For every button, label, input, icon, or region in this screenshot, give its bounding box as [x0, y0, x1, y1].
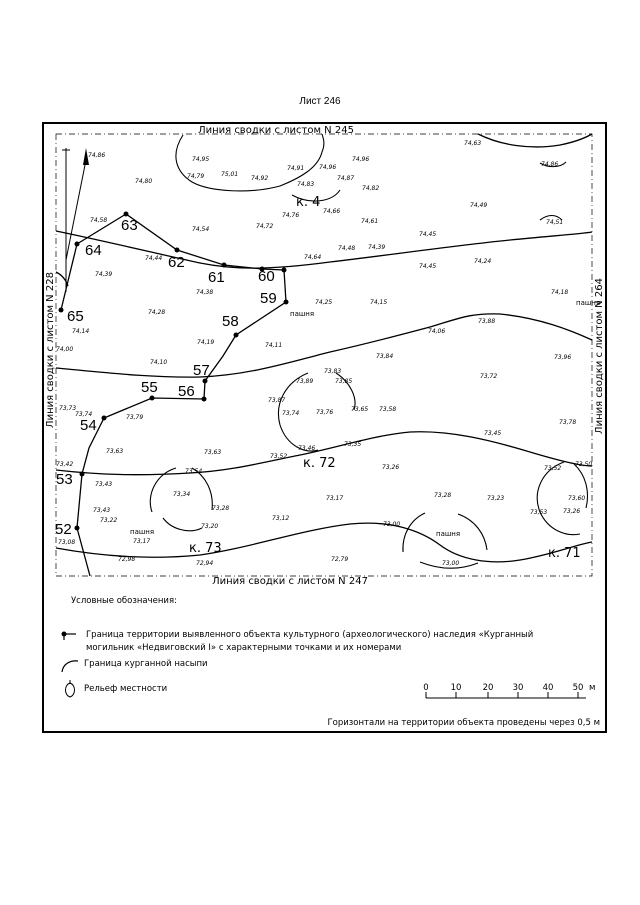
elevation-mark: 73,20: [201, 523, 219, 530]
point-number: 54: [80, 417, 97, 434]
elevation-mark: 74,15: [370, 299, 388, 306]
elevation-mark: 73,17: [326, 495, 344, 502]
legend-boundary-text-1: Граница территории выявленного объекта культурного (археологического) наследия «Курганный: [86, 630, 534, 640]
elevation-mark: 74,48: [338, 245, 356, 252]
elevation-mark: 72,79: [331, 556, 349, 563]
field-label: пашня: [290, 310, 315, 318]
elevation-mark: 74,86: [541, 161, 559, 168]
legend: [62, 596, 601, 728]
elevation-mark: 73,83: [324, 368, 342, 375]
elevation-mark: 73,79: [126, 414, 144, 421]
elevation-mark: 73,63: [106, 448, 124, 455]
point-number: 64: [85, 242, 102, 259]
elevation-mark: 74,10: [150, 359, 168, 366]
elevation-mark: 74,06: [428, 328, 446, 335]
elevation-mark: 73,52: [270, 453, 288, 460]
mound-label-k4: к. 4: [296, 195, 321, 210]
elevation-mark: 74,18: [551, 289, 569, 296]
mound-arc: [403, 513, 425, 552]
elevation-mark: 74,54: [192, 226, 210, 233]
field-label: пашня: [576, 299, 601, 307]
elevation-mark: 73,22: [100, 517, 118, 524]
elevation-mark: 74,19: [197, 339, 215, 346]
legend-mound-text: Граница курганной насыпи: [84, 659, 208, 669]
elevation-mark: 74,86: [88, 152, 106, 159]
elevation-mark: 74,95: [192, 156, 210, 163]
point-number: 62: [168, 254, 185, 271]
elevation-mark: 73,58: [379, 406, 397, 413]
elevation-mark: 74,76: [282, 212, 300, 219]
elevation-mark: 74,64: [304, 254, 322, 261]
mound-label-k71: к. 71: [548, 546, 581, 561]
elevation-mark: 73,35: [344, 441, 362, 448]
sheet-title: Лист 246: [299, 96, 341, 107]
label-bottom-sheet: Линия сводки с листом N 247: [212, 576, 368, 587]
contour-lines: [56, 134, 592, 562]
point-number: 56: [178, 383, 195, 400]
field-label: пашня: [436, 530, 461, 538]
field-label: пашня: [130, 528, 155, 536]
elevation-mark: 73,34: [173, 491, 191, 498]
elevation-mark: 73,65: [351, 406, 369, 413]
elevation-mark: 74,45: [419, 231, 437, 238]
elevation-mark: 75,01: [221, 171, 239, 178]
elevation-mark: 73,60: [568, 495, 586, 502]
elevation-mark: 73,26: [382, 464, 400, 471]
elevation-mark: 74,87: [337, 175, 355, 182]
elevation-mark: 73,85: [335, 378, 353, 385]
label-left-sheet: Линия сводки с листом N 228: [45, 272, 56, 428]
elevation-mark: 73,28: [212, 505, 230, 512]
elevation-mark: 74,51: [546, 219, 564, 226]
elevation-mark: 73,00: [383, 521, 401, 528]
elevation-mark: 74,80: [135, 178, 153, 185]
elevation-mark: 74,91: [287, 165, 305, 172]
elevation-mark: 74,24: [474, 258, 492, 265]
point-number: 59: [260, 290, 277, 307]
mound-label-k73: к. 73: [189, 541, 222, 556]
scale-bar: [423, 683, 595, 698]
mound-arc: [163, 518, 202, 531]
point-number: 52: [55, 521, 72, 538]
elevation-mark: 74,49: [470, 202, 488, 209]
elevation-mark: 73,96: [554, 354, 572, 361]
elevation-mark: 73,50: [575, 461, 593, 468]
legend-boundary-text-2: могильник «Недвиговский I» с характерными точками и их номерами: [86, 643, 402, 653]
elevation-mark: 72,94: [196, 560, 214, 567]
elevation-mark: 73,26: [563, 508, 581, 515]
contour-interval-note: Горизонтали на территории объекта проведены через 0,5 м: [327, 718, 600, 728]
contour-line: [478, 134, 592, 147]
elevation-mark: 74,45: [419, 263, 437, 270]
elevation-mark: 74,25: [315, 299, 333, 306]
legend-boundary-symbol-icon: [62, 632, 77, 641]
elevation-mark: 74,66: [323, 208, 341, 215]
legend-relief-text: Рельеф местности: [84, 684, 168, 694]
mound-arc: [458, 514, 487, 550]
scale-tick-label: 40: [542, 683, 554, 693]
elevation-mark: 73,87: [268, 397, 286, 404]
elevation-mark: 74,44: [145, 255, 163, 262]
elevation-mark: 74,39: [95, 271, 113, 278]
elevation-mark: 74,82: [362, 185, 380, 192]
elevation-mark: 74,58: [90, 217, 108, 224]
scale-tick-label: 10: [450, 683, 462, 693]
elevation-mark: 74,00: [56, 346, 74, 353]
north-arrow-icon: [62, 148, 89, 292]
elevation-mark: 74,11: [265, 342, 283, 349]
label-right-sheet: Линия сводки с листом N 264: [594, 278, 605, 434]
elevation-mark: 74,79: [187, 173, 205, 180]
point-number: 63: [121, 217, 138, 234]
elevation-mark: 73,17: [133, 538, 151, 545]
elevation-mark: 73,63: [204, 449, 222, 456]
elevation-mark: 73,89: [296, 378, 314, 385]
point-number: 58: [222, 313, 239, 330]
legend-title: Условные обозначения:: [71, 596, 177, 606]
elevation-mark: 73,23: [487, 495, 505, 502]
elevation-mark: 73,84: [376, 353, 394, 360]
scale-tick-label: 30: [512, 683, 524, 693]
elevation-mark: 74,83: [297, 181, 315, 188]
point-number: 65: [67, 308, 84, 325]
elevation-mark: 74,28: [148, 309, 166, 316]
elevation-mark: 74,61: [361, 218, 379, 225]
point-number: 55: [141, 379, 158, 396]
point-number: 61: [208, 269, 225, 286]
elevation-mark: 73,43: [95, 481, 113, 488]
elevation-mark: 73,42: [56, 461, 74, 468]
elevation-mark: 73,46: [298, 445, 316, 452]
mound-label-k72: к. 72: [303, 456, 336, 471]
scale-tick-label: 50: [572, 683, 584, 693]
elevation-mark: 72,98: [118, 556, 136, 563]
elevation-mark: 74,38: [196, 289, 214, 296]
mound-boundaries: [150, 134, 587, 568]
elevation-mark: 73,12: [272, 515, 290, 522]
elevation-mark: 73,78: [559, 419, 577, 426]
elevation-mark: 74,96: [319, 164, 337, 171]
elevation-mark: 73,76: [316, 409, 334, 416]
label-top-sheet: Линия сводки с листом N 245: [198, 125, 354, 136]
scale-tick-label: 20: [482, 683, 494, 693]
elevation-mark: 73,54: [185, 468, 203, 475]
contour-line: [56, 231, 592, 268]
point-number: 57: [193, 362, 210, 379]
elevation-mark: 74,92: [251, 175, 269, 182]
elevation-mark: 73,28: [434, 492, 452, 499]
elevation-mark: 73,74: [282, 410, 300, 417]
elevation-mark: 74,96: [352, 156, 370, 163]
elevation-mark: 73,08: [58, 539, 76, 546]
point-number: 53: [56, 471, 73, 488]
elevation-mark: 73,74: [75, 411, 93, 418]
elevation-mark: 74,63: [464, 140, 482, 147]
elevation-mark: 73,52: [544, 465, 562, 472]
elevation-mark: 73,88: [478, 318, 496, 325]
scale-unit: м: [589, 683, 596, 693]
elevation-mark: 73,73: [59, 405, 77, 412]
point-number: 60: [258, 268, 275, 285]
elevation-mark: 74,14: [72, 328, 90, 335]
elevation-mark: 73,45: [484, 430, 502, 437]
scale-tick-label: 0: [423, 683, 429, 693]
elevation-mark: 73,53: [530, 509, 548, 516]
elevation-mark: 74,72: [256, 223, 274, 230]
legend-mound-arc-icon: [62, 661, 78, 672]
elevation-mark: 73,00: [442, 560, 460, 567]
elevation-mark: 73,43: [93, 507, 111, 514]
elevation-mark: 74,39: [368, 244, 386, 251]
elevation-mark: 73,72: [480, 373, 498, 380]
legend-relief-icon: [66, 680, 75, 697]
